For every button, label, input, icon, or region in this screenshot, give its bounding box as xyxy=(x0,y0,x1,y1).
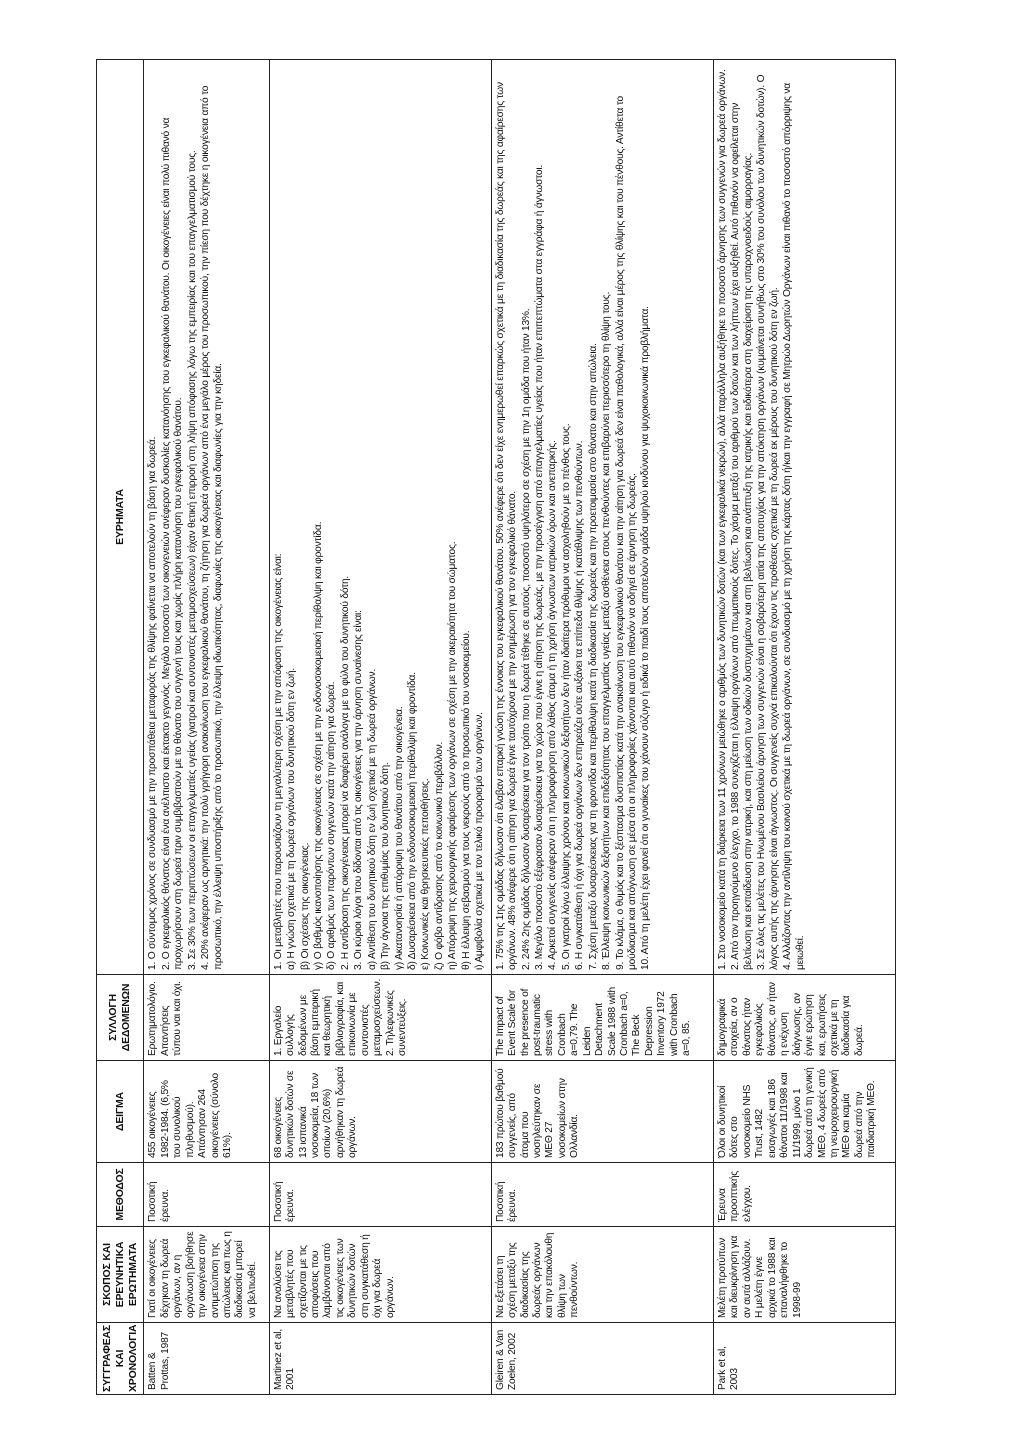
cell-aim: Να εξετάσει τη σχέση μεταξύ της διαδικασίας της δωρεάς οργάνων και την επακόλουθη θλίψη των πενθούντων. xyxy=(491,1227,713,1323)
table-row xyxy=(714,60,896,1395)
cell-findings xyxy=(714,60,896,975)
header-sample: ΔΕΙΓΜΑ xyxy=(97,1061,144,1163)
finding-item: 7. Σχέση μεταξύ δυσαρέσκειας για τη φροντίδα και περίθαλψη κατά τη διαδικασία της δωρεάς και την προετοιμασία στο θάνατο και στην απώλεια. xyxy=(587,343,599,970)
cell-findings xyxy=(269,60,491,975)
cell-findings xyxy=(144,60,269,975)
cell-data-collection: Ερωτηματολόγιο. Απαντήσεις τύπου ναι και όχι. xyxy=(144,975,269,1061)
cell-author: Batten & Prottas, 1987 xyxy=(144,1323,269,1395)
finding-item: β) Την άγνοια της επιθυμίας του δυνητικού δότη. xyxy=(380,762,392,970)
finding-item: 8. Έλλειψη κοινωνικών δεξιοτήτων και επιδεξιότητας του επαγγελματίας υγείας μεταξύ ασθένεια στους πενθούντες και επιβαρύνει περισσότερο τη θλίψη τους. xyxy=(601,291,613,970)
finding-item: 2. Ο εγκεφαλικός θάνατος είναι ένα ανέλπιστο και έκτακτο γεγονός. Μεγάλο ποσοστό των οικογενειών ανέφεραν δυσκολίες κατανόησης του εγκεφαλικού θανάτου. Οι οικογένειες είναι πολύ πιθανό να προχωρήσουν στη δωρεά πριν συμβιβαστούν με το θάνατο του συγγενή τους και χωρίς πλήρη κατανόηση του εγκεφαλικού θανάτου. xyxy=(160,117,185,970)
finding-item: 1. 75% της 1ης ομάδας δήλωσαν ότι έλαβαν επαρκή γνώση της έννοιας του εγκεφαλικού θανάτου. 50% ανέφερε ότι δεν είχε ενημερωθεί επαρκώς σχετικά με τη διαδικασία της δωρεάς και της αφαίρεσης των οργάνων. 48% ανέφερε ότι η αίτηση για δωρεά έγινε ταυτόχρονα με την ενημέρωση για τον εγκεφαλικό θάνατο. xyxy=(494,82,519,970)
cell-author: Gleiren & Van Zoelen, 2002 xyxy=(491,1323,713,1395)
table-row xyxy=(269,60,491,1395)
finding-item: β) Οι σχέσεις της οικογένειας. xyxy=(299,842,311,970)
finding-item: 2. Από τον προηγούμενο έλεγχο, το 1988 συνεχίζεται η έλλειψη οργάνων από πτωματικούς δότες. Το χάσμα μεταξύ του αριθμού των δοτών και των λήπτων έχει αυξηθεί. Αυτό πιθανόν να οφείλεται στην βελτίωση και εκπαίδευση στην ιατρική, και στη μείωση των οδικών δυστυχημάτων και στη βελτίωση και ανάπτυξη της ιατρικής και ειδικότερα στη διαχείριση της υπαραχνοειδούς αιμορραγίας. xyxy=(730,102,754,970)
finding-item: δ) Δυσαρέσκεια από την ενδονοσοκομειακή περίθαλψη και φροντίδα. xyxy=(407,672,419,970)
finding-item: δ) Ο αριθμός των παρόντων συγγενών κατά την αίτηση για δωρεά. xyxy=(326,681,338,970)
finding-item: 3. Μεγάλο ποσοστό εξέφρασαν δυσαρέσκεια για το χώρο που έγινε η αίτηση της δωρεάς, με την προσέγγιση από επαγγελματίες υγείας που ήταν επιπεπτώματα στα εγγράφα ή άγνωστοι. xyxy=(533,164,545,970)
cell-method: Ποσοτική έρευνα. xyxy=(269,1163,491,1227)
rotated-table-container xyxy=(96,59,896,1395)
finding-item: ι) Αμφιβολία σχετικά με τον τελικό προορισμό των οργάνων. xyxy=(474,712,486,970)
finding-item: α) Αντίθεση του δυνητικού δότη εν ζωή σχετικά με τη δωρεά οργάνων. xyxy=(366,668,378,970)
cell-sample: 183 πρώτου βαθμού συγγενείς, από άτομα που νοσηλεύτηκαν σε ΜΕΘ 27 νοσοκομείων στην Ολλανδία. xyxy=(491,1061,713,1163)
cell-data-collection: δημογραφικά στοιχεία, αν ο θάνατος ήταν εγκεφαλικός θάνατος, αν ήταν η ενέχυση διάγνωσης, αν έγινε ερώτηση και, ερωτήσεις σχετικά με τη διαδικασία για δωρεά. xyxy=(714,975,896,1061)
cell-method: Έρευνα προοπτικής ελέγχου. xyxy=(714,1163,896,1227)
finding-item: 3. Σε 30% των περιπτώσεων οι επαγγελματίες υγείας (γιατροί και συντονιστές μεταμοσχεύσεων) είχαν θετική επιρροή στη λήψη απόφασης λόγω της εμπειρίας και του επαγγελματισμού τους. xyxy=(186,150,198,970)
header-method: ΜΕΘΟΔΟΣ xyxy=(97,1163,144,1227)
cell-method: Ποσοτική έρευνα. xyxy=(491,1163,713,1227)
cell-findings xyxy=(491,60,713,975)
cell-aim: Μελέτη προτύπων και διευκρίνηση για αν αυτά αλλάζουν. Η μελέτη έγινε αρχικά το 1988 και επαναλήφθηκε το 1998-99 xyxy=(714,1227,896,1323)
finding-item: η) Απόρριψη της χειρουργικής αφαίρεσης των οργάνων σε σχέση με την ακεραιότητα του σώματος. xyxy=(447,541,459,970)
header-data-collection: ΣΥΛΛΟΓΗ ΔΕΔΟΜΕΝΩΝ xyxy=(97,975,144,1061)
finding-item: 6. Η συγκατάθεση ή όχι για δωρεά οργάνων δεν επηρεάζει ούτε αυξάνει τα επίπεδα θλίψης ή κατάθλιψης των πενθούντων. xyxy=(574,440,586,970)
finding-item: θ) Η έλλειψη σεβασμού για τους νεκρούς από το προσωπικό του νοσοκομείου. xyxy=(460,630,472,970)
cell-sample: Όλοι οι δυνητικοί δότες στο νοσοκομείο NHS Trust, 1482 εισαγωγές και 186 θάνατοι 11/1998 και 11/1999, μόνο 1 δωρεά από τη γενική ΜΕΘ, 4 δωρεές από τη νευροχειρουργική ΜΕΘ και καμία δωρεά από την παιδιατρική ΜΕΘ. xyxy=(714,1061,896,1163)
cell-sample: 455 οικογένειες 1982-1984. (6,5% του συνολικού πληθυσμού). Απάντησαν 264 οικογένειες (σύνολο 61%). xyxy=(144,1061,269,1163)
finding-item: 10. Από τη μελέτη έχει φανεί ότι οι γυναίκες του χάνουν σύζυγο ή ειδικά το παιδί τους αποτελούν ομάδα υψηλού κινδύνου για ψυχοκοινωνικά προβλήματα. xyxy=(640,306,652,970)
header-authors: ΣΥΓΓΡΑΦΕΑΣ ΚΑΙ ΧΡΟΝΟΛΟΓΙΑ xyxy=(97,1323,144,1395)
finding-item: 4. Αλλάζοντας την αντίληψη του κοινού σχετικά με τη δωρεά οργάνων, σε συνδυασμό με τη χρήση της κάρτας δότη ή/και την εγγραφή σε Μητρώο Δωρητών Οργάνων είναι πιθανό το ποσοστό απόρριψης να μειωθεί. xyxy=(782,83,806,970)
finding-item: 2. Η αντίδραση της οικογένειας μπορεί να διαφέρει ανάλογα με το φύλο του δυνητικού δότη. xyxy=(339,575,351,970)
table-header-row xyxy=(97,60,144,1395)
cell-aim: Να αναλύσει τις μεταβλητές που σχετίζονται με τις αποφάσεις που λαμβάνονται από τις οικογένειες των δυνητικών δοτών στη συγκατάθεση ή όχι για δωρεά οργάνων. xyxy=(269,1227,491,1323)
finding-item: 4. Αρκετοί συγγενείς ανέφεραν ότι η πληροφόρηση από λάθος άτομα ή τη χρήση άγνωστων ιατρικών όρων και ανεπαρκής. xyxy=(547,440,559,970)
finding-item: 5. Οι γιατροί λόγω έλλειψης χρόνου και κοινωνικών δεξιοτήτων δεν ήταν ιδιαίτερα πρόθυμοι να ασχοληθούν με το πένθος τους. xyxy=(560,423,572,970)
finding-item: ε) Κοινωνικές και θρησκευτικές πεποιθήσεις. xyxy=(420,778,432,970)
cell-sample: 68 οικογένειες δυνητικών δοτών σε 13 ισπανικά νοσοκομεία, 18 των οποίων (20,6%) αρνήθηκαν τη δωρεά οργάνων. xyxy=(269,1061,491,1163)
finding-item: 1. Οι μεταβλητές που παρουσιάζουν τη μεγαλύτερη σχέση με την απόφαση της οικογένειας είναι: xyxy=(272,553,284,970)
finding-item: 3. Οι κύριοι λόγοι που δίδονται από τις οικογένειες για την άρνηση συναίνεσης είναι: xyxy=(353,610,365,970)
literature-review-table xyxy=(96,59,896,1395)
table-row xyxy=(491,60,713,1395)
finding-item: 4. 20% ανέφεραν ως αρνητικά: την πολύ γρήγορη ανακοίνωση του εγκεφαλικού θανάτου, τη ζήτηση για δωρεά οργάνων από ένα μεγάλο μέρος του προσωπικού, την πίεση που δέχτηκε η οικογένεια από το προσωπικό, την έλλειψη υποστήριξης από το προσωπικό, την έλλειψη ιδιωτικότητας, διαφωνίες της οικογένειας και διαφωνίες για την κηδεία. xyxy=(200,85,224,970)
finding-item: 3. Σε όλες τις μελέτες του Ηνωμένου Βασιλείου άρνηση των συγγενών είναι η σοβαρότερη αιτία της αποτυχίας για την απόκτηση οργάνων (κυμαίνεται συνήθως στο 30% του συνόλου των δυνητικών δοτών). Ο λόγος αυτής της άρνησης είναι άγνωστος. Οι συγγενείς συχνά επικαλούνται ότι έχουν τις προθέσεις σχετικά με τη δωρεά εκ μέρους του δυνητικού δότη εν ζωή. xyxy=(756,74,780,970)
header-findings: ΕΥΡΗΜΑΤΑ xyxy=(97,60,144,975)
cell-author: Park et al, 2003 xyxy=(714,1323,896,1395)
finding-item: ζ) Ο φόβο αντίδρασης από το κοινωνικό περιβάλλον. xyxy=(433,741,445,970)
finding-item: γ) Ακατανοησία ή απόρριψη του θανάτου από την οικογένεια. xyxy=(393,706,405,970)
finding-item: γ) Ο βαθμός ικανοποίησης της οικογένειας σε σχέση με την ενδονοσοκομειακή περίθαλψη και φροντίδα. xyxy=(312,521,324,970)
finding-item: 9. Το κλάμα, ο θυμός και το ξέσπασμα δυσπιστίας κατά την ανακοίνωση του εγκεφαλικού θανάτου και την αίτηση για δωρεά δεν είναι παθολογικά, αλλά είναι μέρος της θλίψης και του πένθους. Αντίθετα το μούδιασμα και απόγνωση σε μέσα ότι οι πληροφορίες χάνονται και αυτό πιθανόν να οδηγεί σε άρνηση της δωρεάς. xyxy=(614,95,639,970)
finding-item: 1. Στο νοσοκομείο κατά τη διάρκεια των 11 χρόνων μειώθηκε ο αριθμός των δυνητικών δοτών (και των εγκεφαλικά νεκρών), αλλά παράλληλα αυξήθηκε το ποσοστό άρνησης των συγγενών για δωρεά οργάνων. xyxy=(717,69,728,970)
cell-author: Martinez et al, 2001 xyxy=(269,1323,491,1395)
cell-aim: Γιατί οι οικογένειες δέχηκαν τη δωρεά οργάνων, αν η οργάνωση βοήθησε την οικογένεια στην αντιμετώπιση της απώλειας και πως η διαδικασία μπορεί να βελτιωθεί. xyxy=(144,1227,269,1323)
header-aim: ΣΚΟΠΟΣ ΚΑΙ ΕΡΕΥΝΗΤΙΚΑ ΕΡΩΤΗΜΑΤΑ xyxy=(97,1227,144,1323)
finding-item: 2. 24% 2ης ομάδας δήλωσαν δυσαρέσκεια για τον τρόπο που η δωρεά τέθηκε σε αυτούς, ποσοστό υψηλότερο σε σχέση με την 1η ομάδα που ήταν 13%. xyxy=(520,308,532,970)
cell-data-collection: 1. Εργαλείο συλλογής δεδομένων με βάση εμπειρική και θεωρητική βιβλιογραφία, και επικοινωνία με συντονιστές μεταμοσχεύσεων. 2. Τηλεφωνικές συνεντεύξεις. xyxy=(269,975,491,1061)
finding-item: 1. Ο σύντομος χρόνος σε συνδυασμό με την προσπάθεια μεταφοράς της θλίψης φαίνεται να αποτελούν τη βάση για δωρεά. xyxy=(147,436,159,970)
cell-method: Ποσοτική έρευνα. xyxy=(144,1163,269,1227)
cell-data-collection: The Impact of Event Scale for the presence of post-traumatic stress with Cronbach a=0,79. The Leiden Detachment Scale 1988 with Cronbach a=0, The Beck Depression Inventory 1972 with Cronbach a=0, 85. xyxy=(491,975,713,1061)
table-row xyxy=(144,60,269,1395)
finding-item: α) Η γνώση σχετικά με τη δωρεά οργάνων του δυνητικού δότη εν ζωή. xyxy=(286,668,298,970)
